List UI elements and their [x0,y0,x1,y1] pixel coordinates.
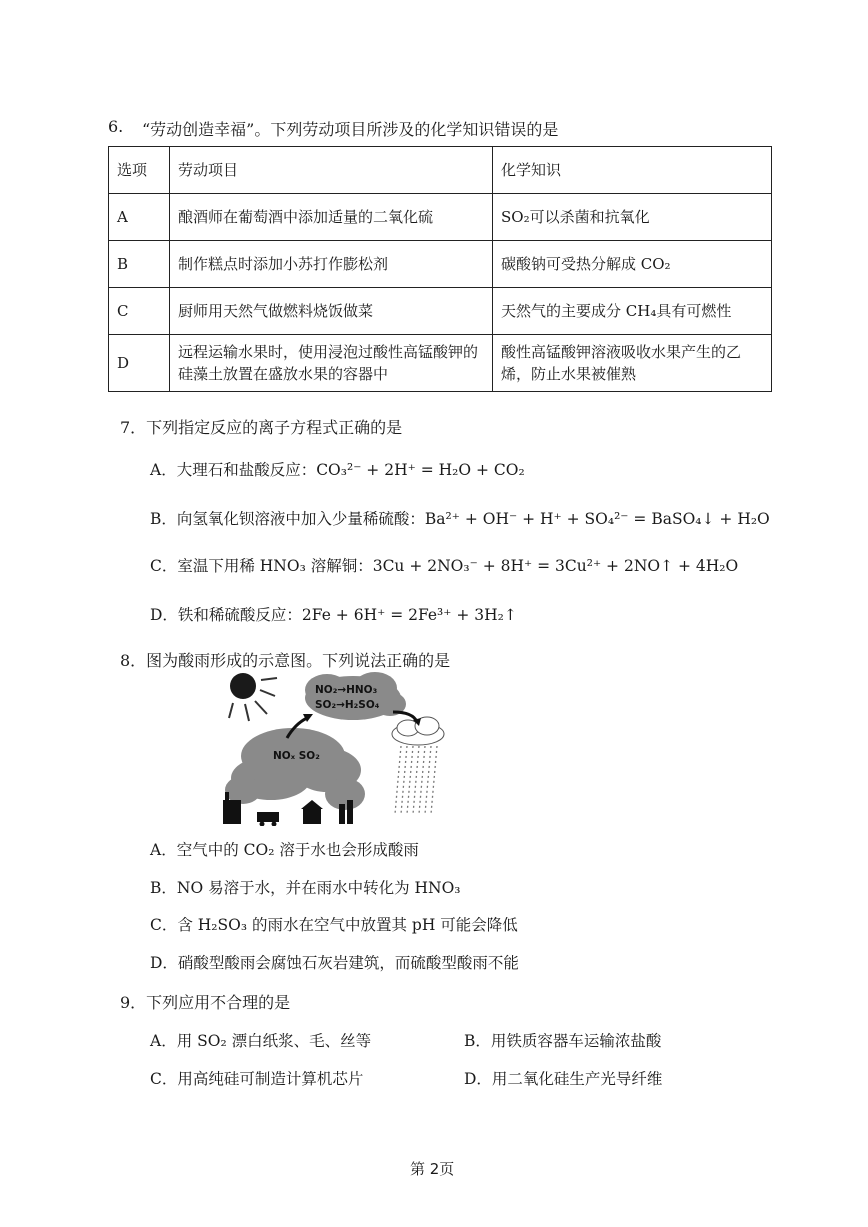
q7-option-b: B．向氢氧化钡溶液中加入少量稀硫酸：Ba²⁺ + OH⁻ + H⁺ + SO₄²⁻ = BaSO₄↓ + H₂O [150,510,770,528]
table-row [109,241,772,288]
table-row [109,335,772,392]
house-icon [301,800,323,824]
header-option: 选项 [109,147,170,194]
q7-option-c: C．室温下用稀 HNO₃ 溶解铜：3Cu + 2NO₃⁻ + 8H⁺ = 3Cu²⁺ + 2NO↑ + 4H₂O [150,557,739,575]
q9-option-c: C．用高纯硅可制造计算机芯片 [150,1070,364,1088]
q7-option-a: A．大理石和盐酸反应：CO₃²⁻ + 2H⁺ = H₂O + CO₂ [150,461,525,479]
rain-icon [395,746,437,814]
q6-table [108,146,772,392]
row-knowledge: SO₂可以杀菌和抗氧化 [493,194,772,241]
cloud-label-sulfuric: SO₂→H₂SO₄ [315,699,380,711]
row-option: B [109,241,170,288]
smoke-cloud [225,728,365,810]
row-project: 酿酒师在葡萄酒中添加适量的二氧化硫 [170,194,493,241]
table-header-row [109,147,772,194]
table-row [109,194,772,241]
q6-stem: “劳动创造幸福”。下列劳动项目所涉及的化学知识错误的是 [142,120,559,139]
truck-icon [257,812,279,826]
q7-option-d: D．铁和稀硫酸反应：2Fe + 6H⁺ = 2Fe³⁺ + 3H₂↑ [150,606,517,624]
q7-stem: 7．下列指定反应的离子方程式正确的是 [120,418,403,437]
row-option: A [109,194,170,241]
row-project: 远程运输水果时，使用浸泡过酸性高锰酸钾的硅藻土放置在盛放水果的容器中 [170,335,493,392]
header-knowledge: 化学知识 [493,147,772,194]
q8-option-c: C．含 H₂SO₃ 的雨水在空气中放置其 pH 可能会降低 [150,916,518,934]
page-number: 第 2页 [410,1160,455,1178]
sun-icon [229,673,277,721]
table-row [109,288,772,335]
q8-stem: 8．图为酸雨形成的示意图。下列说法正确的是 [120,651,451,670]
row-option: C [109,288,170,335]
q8-option-b: B．NO 易溶于水，并在雨水中转化为 HNO₃ [150,879,461,897]
row-knowledge: 碳酸钠可受热分解成 CO₂ [493,241,772,288]
q9-option-a: A．用 SO₂ 漂白纸浆、毛、丝等 [150,1032,372,1050]
cloud-label-nitric: NO₂→HNO₃ [315,684,378,696]
row-project: 制作糕点时添加小苏打作膨松剂 [170,241,493,288]
row-project: 厨师用天然气做燃料烧饭做菜 [170,288,493,335]
header-project: 劳动项目 [170,147,493,194]
q9-option-b: B．用铁质容器车运输浓盐酸 [464,1032,662,1050]
row-knowledge: 天然气的主要成分 CH₄具有可燃性 [493,288,772,335]
smoke-label: NOₓ SO₂ [273,750,320,762]
acid-rain-diagram [215,666,463,826]
q9-option-d: D．用二氧化硅生产光导纤维 [464,1070,663,1088]
row-option: D [109,335,170,392]
q6-number: 6. [108,117,124,136]
q8-option-a: A．空气中的 CO₂ 溶于水也会形成酸雨 [150,841,419,859]
q9-stem: 9．下列应用不合理的是 [120,993,291,1012]
upper-cloud [305,672,406,720]
row-knowledge: 酸性高锰酸钾溶液吸收水果产生的乙烯，防止水果被催熟 [493,335,772,392]
q8-option-d: D．硝酸型酸雨会腐蚀石灰岩建筑，而硫酸型酸雨不能 [150,954,519,972]
